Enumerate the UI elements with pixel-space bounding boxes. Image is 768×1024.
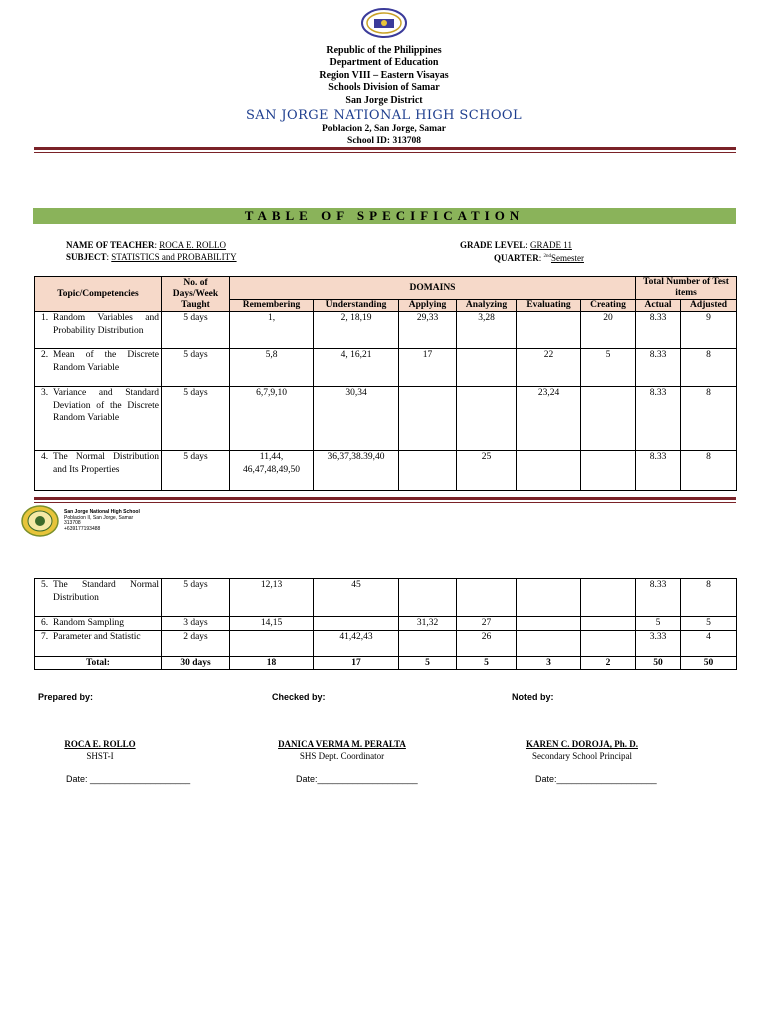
table-row [35, 349, 737, 387]
header-rule-thin [34, 152, 736, 153]
table-row [35, 579, 737, 617]
header-district: San Jorge District [345, 95, 423, 106]
days-cell: 5 days [162, 312, 230, 349]
applying-cell [399, 451, 457, 491]
grade-value: GRADE 11 [530, 240, 572, 250]
header-region: Region VIII – Eastern Visayas [319, 70, 449, 81]
total-days: 30 days [162, 656, 230, 670]
days-cell: 2 days [162, 630, 230, 656]
grade-label: GRADE LEVEL [460, 240, 526, 250]
analyzing-cell [457, 349, 517, 387]
analyzing-cell [457, 387, 517, 451]
noted-title: Secondary School Principal [532, 751, 632, 761]
checked-name: DANICA VERMA M. PERALTA [278, 739, 406, 749]
noted-name: KAREN C. DOROJA, Ph. D. [525, 739, 638, 749]
footer-school-phone: +639177193488 [64, 525, 101, 532]
tos-table-page2 [34, 578, 737, 670]
applying-cell: 17 [399, 349, 457, 387]
understanding-cell: 4, 16,21 [314, 349, 399, 387]
actual-cell: 8.33 [636, 312, 681, 349]
adjusted-cell: 8 [681, 349, 737, 387]
adjusted-cell: 8 [681, 579, 737, 617]
actual-cell: 8.33 [636, 451, 681, 491]
checked-signature [262, 738, 422, 762]
topic-text: Parameter and Statistic [53, 631, 141, 642]
prepared-name: ROCA E. ROLLO [64, 739, 136, 749]
topic-number: 7. [41, 631, 49, 642]
creating-cell: 5 [581, 349, 636, 387]
analyzing-cell: 26 [457, 630, 517, 656]
actual-cell: 3.33 [636, 630, 681, 656]
footer-school-id: 313708 [64, 520, 81, 526]
quarter-line: QUARTER: $^{2nd}$Semester [494, 253, 584, 263]
header-rule-thick [34, 147, 736, 150]
prepared-title: SHST-I [86, 751, 114, 761]
total-remembering: 18 [230, 656, 314, 670]
school-name: SAN JORGE NATIONAL HIGH SCHOOL [246, 108, 522, 123]
applying-cell [399, 630, 457, 656]
remembering-cell: 1, [230, 312, 314, 349]
header-adjusted: Adjusted [681, 300, 737, 312]
analyzing-cell: 3,28 [457, 312, 517, 349]
applying-cell: 29,33 [399, 312, 457, 349]
quarter-sup: 2nd [543, 254, 551, 259]
table-row [35, 387, 737, 451]
remembering-cell: 12,13 [230, 579, 314, 617]
header-actual: Actual [636, 300, 681, 312]
evaluating-cell [517, 630, 581, 656]
topic-text: Mean of the Discrete Random Variable [53, 350, 159, 373]
prepared-date: Date: ____________________ [66, 774, 191, 784]
header-analyzing: Analyzing [457, 300, 517, 312]
checked-date: Date:____________________ [296, 774, 418, 784]
header-domains: DOMAINS [230, 277, 636, 300]
noted-date: Date:____________________ [535, 774, 657, 784]
remembering-cell: 6,7,9,10 [230, 387, 314, 451]
total-applying: 5 [399, 656, 457, 670]
topic-number: 5. [41, 580, 49, 590]
creating-cell: 20 [581, 312, 636, 349]
evaluating-cell [517, 451, 581, 491]
creating-cell [581, 630, 636, 656]
adjusted-cell: 8 [681, 451, 737, 491]
days-cell: 5 days [162, 349, 230, 387]
topic-cell [35, 387, 162, 451]
total-label: Total: [35, 656, 162, 670]
actual-cell: 8.33 [636, 387, 681, 451]
applying-cell [399, 579, 457, 617]
evaluating-cell [517, 312, 581, 349]
topic-cell [35, 349, 162, 387]
days-cell: 5 days [162, 579, 230, 617]
adjusted-cell: 8 [681, 387, 737, 451]
remembering-cell [230, 630, 314, 656]
footer-school-address: Poblacion II, San Jorge, Samar [64, 514, 134, 521]
school-address: Poblacion 2, San Jorge, Samar [321, 124, 447, 134]
analyzing-cell: 27 [457, 617, 517, 631]
header-understanding: Understanding [314, 300, 399, 312]
topic-cell [35, 312, 162, 349]
subject-line: SUBJECT: STATISTICS and PROBABILITY [66, 252, 237, 262]
topic-number: 4. [41, 452, 49, 462]
topic-number: 2. [41, 350, 49, 360]
topic-cell [35, 617, 162, 631]
creating-cell [581, 579, 636, 617]
table-row [35, 630, 737, 656]
header-remembering: Remembering [230, 300, 314, 312]
teacher-label: NAME OF TEACHER [66, 240, 155, 250]
actual-cell: 8.33 [636, 349, 681, 387]
total-analyzing: 5 [457, 656, 517, 670]
creating-cell [581, 451, 636, 491]
topic-number: 3. [41, 388, 49, 398]
table-row [35, 617, 737, 631]
noted-label: Noted by: [512, 692, 554, 702]
topic-text: Random Sampling [53, 618, 124, 628]
remembering-cell: 14,15 [230, 617, 314, 631]
table-row [35, 312, 737, 349]
applying-cell: 31,32 [399, 617, 457, 631]
understanding-cell: 45 [314, 579, 399, 617]
total-row [35, 656, 737, 670]
actual-cell: 5 [636, 617, 681, 631]
total-adjusted: 50 [681, 656, 737, 670]
header-applying: Applying [399, 300, 457, 312]
checked-label: Checked by: [272, 692, 326, 702]
understanding-cell: 36,37,38.39,40 [314, 451, 399, 491]
topic-number: 1. [41, 313, 49, 323]
total-creating: 2 [581, 656, 636, 670]
evaluating-cell [517, 579, 581, 617]
evaluating-cell: 23,24 [517, 387, 581, 451]
analyzing-cell: 25 [457, 451, 517, 491]
teacher-value: ROCA E. ROLLO [159, 240, 227, 250]
tos-table-page1 [34, 276, 737, 491]
days-cell: 5 days [162, 451, 230, 491]
topic-cell [35, 630, 162, 656]
topic-text: Variance and Standard Deviation of the Discrete Random Variable [53, 388, 159, 423]
checked-title: SHS Dept. Coordinator [299, 751, 385, 761]
creating-cell [581, 617, 636, 631]
total-evaluating: 3 [517, 656, 581, 670]
header-department: Department of Education [329, 57, 439, 68]
understanding-cell: 2, 18,19 [314, 312, 399, 349]
remembering-cell: 11,44, 46,47,48,49,50 [230, 451, 314, 491]
topic-number: 6. [41, 618, 49, 628]
header-days: No. of Days/Week Taught [162, 277, 230, 312]
topic-text: The Standard Normal Distribution [53, 580, 159, 603]
teacher-line: NAME OF TEACHER: ROCA E. ROLLO [66, 240, 227, 250]
adjusted-cell: 5 [681, 617, 737, 631]
quarter-value: Semester [550, 253, 584, 263]
school-logo [21, 505, 59, 537]
deped-seal-logo [360, 8, 408, 38]
header-creating: Creating [581, 300, 636, 312]
adjusted-cell: 9 [681, 312, 737, 349]
days-cell: 3 days [162, 617, 230, 631]
grade-line: GRADE LEVEL: GRADE 11 [460, 240, 572, 250]
analyzing-cell [457, 579, 517, 617]
evaluating-cell: 22 [517, 349, 581, 387]
header-evaluating: Evaluating [517, 300, 581, 312]
header-republic: Republic of the Philippines [326, 45, 442, 56]
prepared-signature [40, 738, 160, 762]
school-id: School ID: 313708 [347, 136, 421, 146]
understanding-cell: 30,34 [314, 387, 399, 451]
header-total: Total Number of Test items [636, 277, 737, 300]
actual-cell: 8.33 [636, 579, 681, 617]
footer-school-info [64, 510, 140, 532]
total-actual: 50 [636, 656, 681, 670]
understanding-cell [314, 617, 399, 631]
evaluating-cell [517, 617, 581, 631]
understanding-cell: 41,42,43 [314, 630, 399, 656]
topic-cell [35, 451, 162, 491]
topic-cell [35, 579, 162, 617]
topic-text: The Normal Distribution and Its Properties [53, 452, 159, 475]
table-row [35, 451, 737, 491]
header-division: Schools Division of Samar [328, 82, 440, 93]
subject-value: STATISTICS and PROBABILITY [111, 252, 237, 262]
noted-signature [512, 738, 652, 762]
total-understanding: 17 [314, 656, 399, 670]
days-cell: 5 days [162, 387, 230, 451]
title-bar: TABLE OF SPECIFICATION [33, 208, 736, 224]
footer-school-name: San Jorge National High School [64, 509, 140, 515]
page-rule-thick [34, 497, 736, 500]
subject-label: SUBJECT [66, 252, 107, 262]
remembering-cell: 5,8 [230, 349, 314, 387]
adjusted-cell: 4 [681, 630, 737, 656]
topic-text: Random Variables and Probability Distribution [53, 313, 159, 336]
page-rule-thin [34, 502, 736, 503]
header-topic: Topic/Competencies [35, 277, 162, 312]
prepared-label: Prepared by: [38, 692, 94, 702]
creating-cell [581, 387, 636, 451]
applying-cell [399, 387, 457, 451]
quarter-label: QUARTER [494, 253, 539, 263]
